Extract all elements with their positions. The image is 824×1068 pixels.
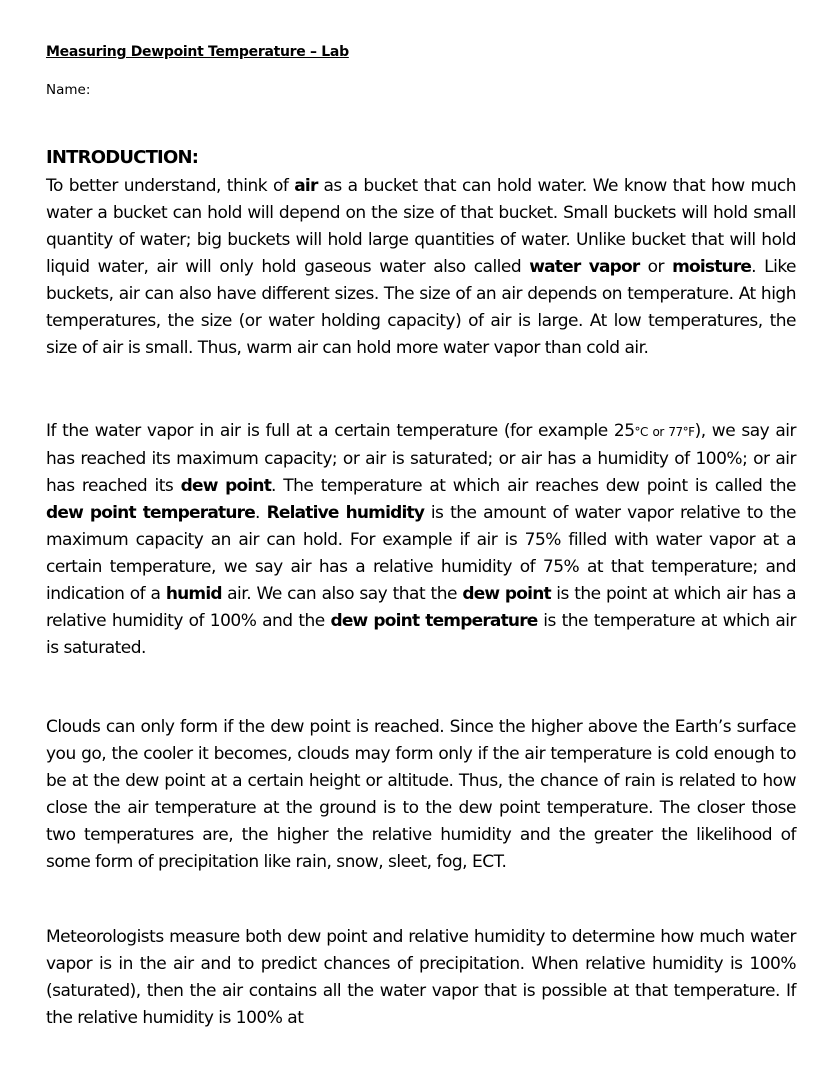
paragraph-text: Meteorologists measure both dew point and relative humidity to determine how much water vapor is in the air and to predict chances of precipitation. When relative humidity is 100% (saturated), then the air contains all the water vapor that is possible at that temperature. If the relative humidity is 100% at [46, 927, 796, 1028]
bold-term-dew-point-temperature: dew point temperature [46, 503, 255, 523]
paragraph-text: or [639, 257, 673, 277]
bold-term-dew-point: dew point [462, 584, 551, 604]
paragraph-text: air. We can also say that the [221, 584, 463, 604]
paragraph-text: Clouds can only form if the dew point is reached. Since the higher above the Earth’s surface you go, the cooler it becomes, clouds may form only if the air temperature is cold enough to be at the dew point at a certain height or altitude. Thus, the chance of rain is related to how close the air temperature at the ground is to the dew point temperature. The closer those two temperatures are, the higher the relative humidity and the greater the likelihood of some form of precipitation like rain, snow, sleet, fog, ECT. [46, 717, 796, 872]
bold-term-dew-point: dew point [180, 476, 272, 496]
bold-term-moisture: moisture [672, 257, 752, 277]
bold-term-air: air [294, 176, 318, 196]
paragraph-text: . The temperature at which air reaches dew point is called the [271, 476, 796, 496]
bold-term-relative-humidity: Relative humidity [266, 503, 425, 523]
temperature-units: °C or 77°F [634, 425, 695, 439]
paragraph-text: as a bucket that can hold water. We know that how much water a bucket can hold will depend on the size of that bucket. Small buckets will hold small quantity of water; big buckets will hold large quantities of water. Unlike bucket that will hold liquid water, air will only hold gaseous water also called [46, 176, 796, 277]
paragraph-clouds-and-rain [46, 714, 796, 876]
bold-term-humid: humid [165, 584, 222, 604]
paragraph-meteorologists [46, 924, 796, 1032]
bold-term-dew-point-temperature: dew point temperature [330, 611, 538, 631]
document-title: Measuring Dewpoint Temperature – Lab [46, 44, 349, 60]
paragraph-text: ), we say air has reached its maximum capacity; or air is saturated; or air has a humidity of 100%; or air has reached its [46, 421, 796, 496]
paragraph-text: If the water vapor in air is full at a certain temperature (for example 25 [46, 421, 635, 441]
paragraph-bucket-analogy [46, 173, 796, 362]
paragraph-text: . Like buckets, air can also have different sizes. The size of an air depends on temperature. At high temperatures, the size (or water holding capacity) of air is large. At low temperatures, the size of air is small. Thus, warm air can hold more water vapor than cold air. [46, 257, 797, 358]
paragraph-text: . [254, 503, 267, 523]
paragraph-dew-point-definition [46, 418, 796, 662]
paragraph-text: To better understand, think of [46, 176, 295, 196]
paragraph-text: is the point at which air has a relative humidity of 100% and the [46, 584, 797, 631]
paragraph-text: is the temperature at which air is saturated. [46, 611, 796, 658]
section-heading-introduction: INTRODUCTION: [46, 147, 199, 168]
bold-term-water-vapor: water vapor [529, 257, 640, 277]
name-field-label: Name: [46, 82, 91, 98]
paragraph-text: is the amount of water vapor relative to the maximum capacity an air can hold. For example if air is 75% filled with water vapor at a certain temperature, we say air has a relative humidity of 75% at that temperature; and indication of a [46, 503, 796, 604]
